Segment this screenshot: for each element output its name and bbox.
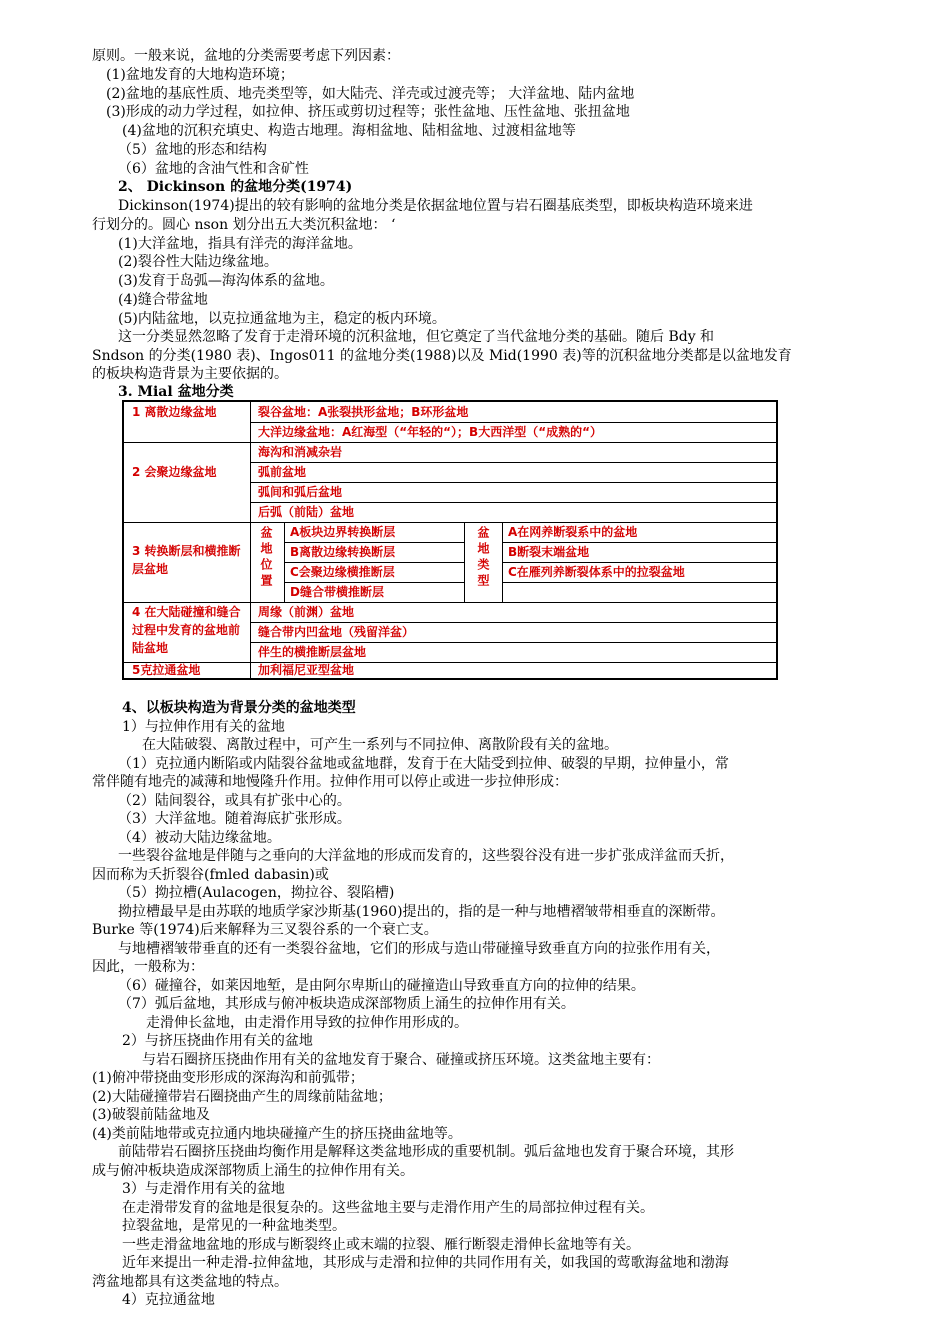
list-item: （3）大洋盆地。随着海底扩张形成。 <box>118 811 351 827</box>
paragraph-line: Burke 等(1974)后来解释为三叉裂谷系的一个衰亡支。 <box>92 922 438 938</box>
table-cell: 后弧（前陆）盆地 <box>258 505 355 519</box>
table-cell: 缝合带内凹盆地（残留洋盆） <box>258 625 415 639</box>
table-cell: D缝合带横推断层 <box>290 585 384 599</box>
table-cell: 1 离散边缘盆地 <box>132 405 217 419</box>
paragraph-line: 前陆带岩石圈挤压挠曲均衡作用是解释这类盆地形成的重要机制。弧后盆地也发育于聚合环境，其形 <box>118 1144 734 1160</box>
paragraph-line: 成与俯冲板块造成深部物质上涌生的拉伸作用有关。 <box>92 1163 414 1179</box>
list-item: (4)盆地的沉积充填史、构造古地理。海相盆地、陆相盆地、过渡相盆地等 <box>122 123 576 139</box>
table-cell: 盆地类型 <box>476 526 490 590</box>
section-heading: 4、以板块构造为背景分类的盆地类型 <box>122 700 356 716</box>
subsection-heading: 3）与走滑作用有关的盆地 <box>122 1181 285 1197</box>
table-cell: C在雁列养断裂体系中的拉裂盆地 <box>508 565 685 579</box>
table-cell: 海沟和消减杂岩 <box>258 445 343 459</box>
table-cell: 弧间和弧后盆地 <box>258 485 343 499</box>
table-cell: 伴生的横推断层盆地 <box>258 645 367 659</box>
table-cell: 4 在大陆碰撞和缝合过程中发育的盆地前陆盆地 <box>132 605 241 655</box>
paragraph-line: 原则。一般来说，盆地的分类需要考虑下列因素： <box>92 48 400 64</box>
paragraph-line: 与岩石圈挤压挠曲作用有关的盆地发育于聚合、碰撞或挤压环境。这类盆地主要有： <box>142 1052 660 1068</box>
paragraph-line: 拉裂盆地，是常见的一种盆地类型。 <box>122 1218 346 1234</box>
table-cell: 盆地位置 <box>259 526 273 590</box>
paragraph-line: Sndson 的分类(1980 表)、Ingos011 的盆地分类(1988)以及 Mid(1990 表)等的沉积盆地分类都是以盆地发育 <box>92 348 792 364</box>
list-item: (3)形成的动力学过程，如拉伸、挤压或剪切过程等；张性盆地、压性盆地、张扭盆地 <box>106 104 630 120</box>
table-cell: B断裂末端盆地 <box>508 545 590 559</box>
subsection-heading: 1）与拉伸作用有关的盆地 <box>122 719 285 735</box>
mial-classification-table <box>122 400 778 680</box>
list-item: (5)内陆盆地，以克拉通盆地为主，稳定的板内环境。 <box>118 311 446 327</box>
list-item: (1)俯冲带挠曲变形形成的深海沟和前弧带； <box>92 1070 364 1086</box>
section-heading: 2、 Dickinson 的盆地分类(1974) <box>118 179 353 195</box>
table-cell: 加利福尼亚型盆地 <box>258 663 355 677</box>
paragraph-line: 常伴随有地壳的减薄和地慢隆升作用。拉伸作用可以停止或进一步拉伸形成： <box>92 774 568 790</box>
paragraph-line: 一些走滑盆地盆地的形成与断裂终止或末端的拉裂、雁行断裂走滑伸长盆地等有关。 <box>122 1237 640 1253</box>
table-cell: A在网养断裂系中的盆地 <box>508 525 638 539</box>
list-item: （5）盆地的形态和结构 <box>118 142 267 158</box>
list-item: （5）拗拉槽(Aulacogen，拗拉谷、裂陷槽) <box>118 885 395 901</box>
list-item: (2)盆地的基底性质、地壳类型等，如大陆壳、洋壳或过渡壳等； 大洋盆地、陆内盆地 <box>106 86 635 102</box>
table-cell: 5克拉通盆地 <box>132 663 201 677</box>
list-item: (4)类前陆地带或克拉通内地块碰撞产生的挤压挠曲盆地等。 <box>92 1126 462 1142</box>
list-item: （4）被动大陆边缘盆地。 <box>118 830 281 846</box>
paragraph-line: 在大陆破裂、离散过程中，可产生一系列与不同拉伸、离散阶段有关的盆地。 <box>142 737 618 753</box>
section-heading: 3. Mial 盆地分类 <box>118 384 234 400</box>
paragraph-line: 走滑伸长盆地，由走滑作用导致的拉伸作用形成的。 <box>146 1015 468 1031</box>
list-item: (3)发育于岛弧—海沟体系的盆地。 <box>118 273 334 289</box>
table-cell: C会聚边缘横推断层 <box>290 565 395 579</box>
table-cell: B离散边缘转换断层 <box>290 545 396 559</box>
subsection-heading: 2）与挤压挠曲作用有关的盆地 <box>122 1033 313 1049</box>
list-item: (2)大陆碰撞带岩石圈挠曲产生的周缘前陆盆地； <box>92 1089 392 1105</box>
paragraph-line: 与地槽褶皱带垂直的还有一类裂谷盆地，它们的形成与造山带碰撞导致垂直方向的拉张作用有关， <box>118 941 720 957</box>
table-cell: 2 会聚边缘盆地 <box>132 465 217 479</box>
paragraph-line: 近年来提出一种走滑-拉伸盆地，其形成与走滑和拉伸的共同作用有关，如我国的莺歌海盆地和渤海 <box>122 1255 729 1271</box>
paragraph-line: 一些裂谷盆地是伴随与之垂向的大洋盆地的形成而发育的，这些裂谷没有进一步扩张成洋盆而夭折， <box>118 848 734 864</box>
list-item: （2）陆间裂谷，或具有扩张中心的。 <box>118 793 351 809</box>
list-item: (2)裂谷性大陆边缘盆地。 <box>118 254 278 270</box>
list-item: (4)缝合带盆地 <box>118 292 208 308</box>
paragraph-line: 拗拉槽最早是由苏联的地质学家沙斯基(1960)提出的，指的是一种与地槽褶皱带相垂直的深断带。 <box>118 904 725 920</box>
paragraph-line: 的板块构造背景为主要依据的。 <box>92 366 288 382</box>
table-cell: A板块边界转换断层 <box>290 525 396 539</box>
list-item: (1)盆地发育的大地构造环境； <box>106 67 294 83</box>
table-cell: 3 转换断层和横推断层盆地 <box>132 544 241 576</box>
paragraph-line: 湾盆地都具有这类盆地的特点。 <box>92 1274 288 1290</box>
table-cell: 裂谷盆地：A张裂拱形盆地；B环形盆地 <box>258 405 469 419</box>
table-cell: 弧前盆地 <box>258 465 307 479</box>
paragraph-line: Dickinson(1974)提出的较有影响的盆地分类是依据盆地位置与岩石圈基底类型，即板块构造环境来进 <box>118 198 753 214</box>
list-item: (3)破裂前陆盆地及 <box>92 1107 210 1123</box>
list-item: （7）弧后盆地，其形成与俯冲板块造成深部物质上涌生的拉伸作用有关。 <box>118 996 575 1012</box>
list-item: （6）碰撞谷，如莱因地堑，是由阿尔卑斯山的碰撞造山导致垂直方向的拉伸的结果。 <box>118 978 645 994</box>
list-item: (1)大洋盆地，指具有洋壳的海洋盆地。 <box>118 236 362 252</box>
paragraph-line: 行划分的。圆心 nson 划分出五大类沉积盆地： ‘ <box>92 217 396 233</box>
table-cell: 大洋边缘盆地：A红海型（“年轻的“）；B大西洋型（“成熟的“） <box>258 425 602 439</box>
paragraph-line: 在走滑带发育的盆地是很复杂的。这些盆地主要与走滑作用产生的局部拉伸过程有关。 <box>122 1200 654 1216</box>
paragraph-line: 这一分类显然忽略了发育于走滑环境的沉积盆地，但它奠定了当代盆地分类的基础。随后 Bdy 和 <box>118 329 715 345</box>
table-cell: 周缘（前渊）盆地 <box>258 605 355 619</box>
paragraph-line: 因而称为夭折裂谷(fmled dabasin)或 <box>92 867 329 883</box>
subsection-heading: 4）克拉通盆地 <box>122 1292 215 1308</box>
paragraph-line: （1）克拉通内断陷或内陆裂谷盆地或盆地群，发育于在大陆受到拉伸、破裂的早期，拉伸量小，常 <box>118 756 729 772</box>
list-item: （6）盆地的含油气性和含矿性 <box>118 161 309 177</box>
paragraph-line: 因此，一般称为： <box>92 959 204 975</box>
